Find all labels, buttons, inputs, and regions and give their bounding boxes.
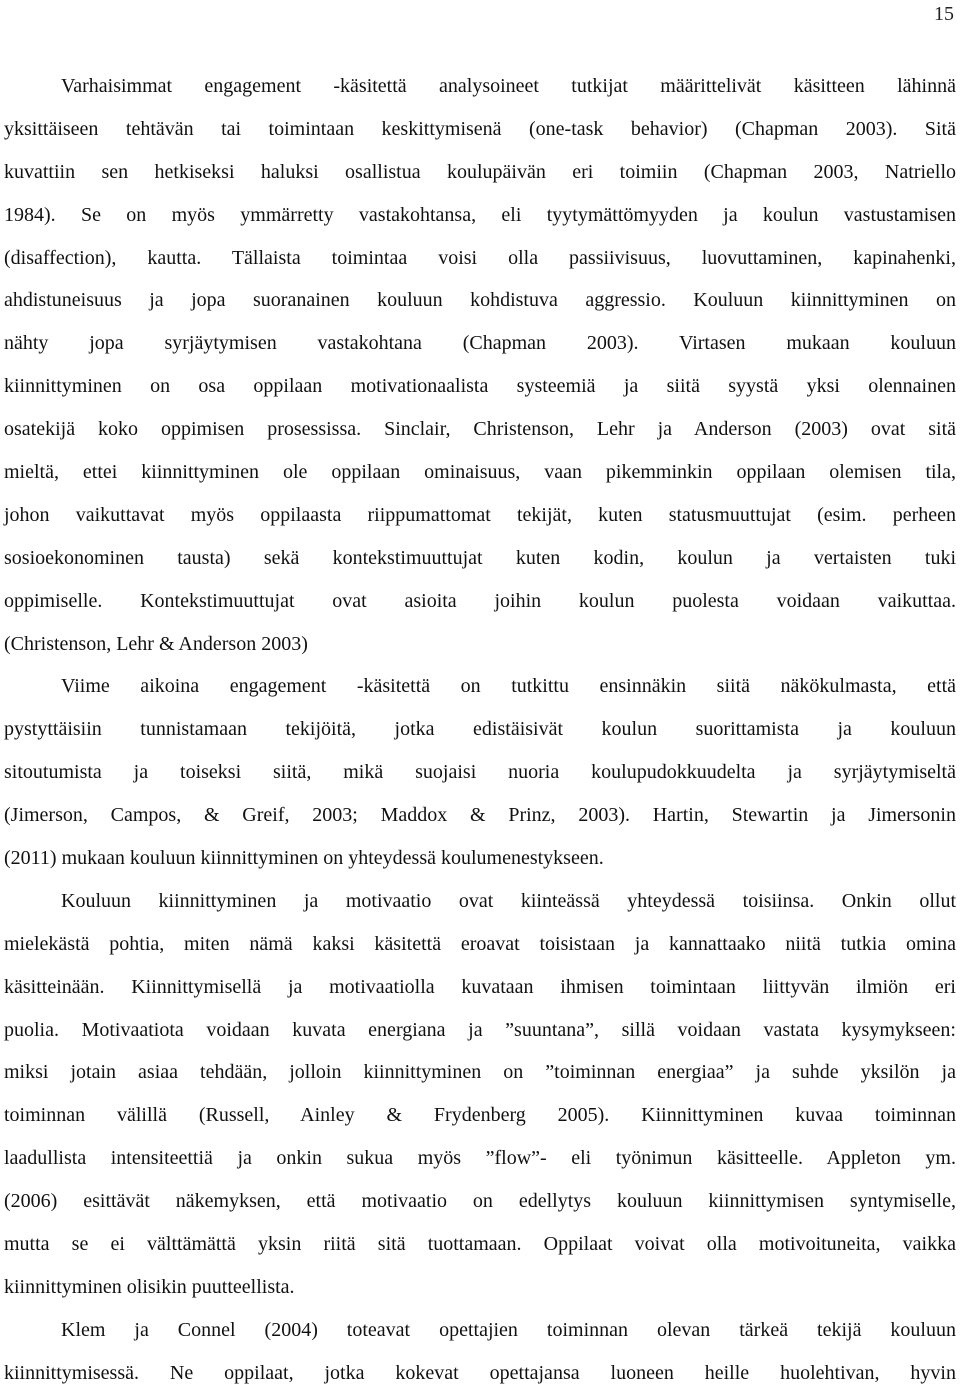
body-text xyxy=(4,65,956,1395)
paragraph-line: (disaffection), kautta. Tällaista toimintaa voisi olla passiivisuus, luovuttaminen, kapinahenki, xyxy=(4,246,956,269)
paragraph-line: ahdistuneisuus ja jopa suoranainen kouluun kohdistuva aggressio. Kouluun kiinnittyminen on xyxy=(4,289,956,312)
paragraph-line: toiminnan välillä (Russell, Ainley & Frydenberg 2005). Kiinnittyminen kuvaa toiminnan xyxy=(4,1104,956,1127)
paragraph-line: pystyttäisiin tunnistamaan tekijöitä, jotka edistäisivät koulun suorittamista ja kouluun xyxy=(4,718,956,741)
paragraph-line: Viime aikoina engagement -käsitettä on tutkittu ensinnäkin siitä näkökulmasta, että xyxy=(61,675,956,698)
paragraph-line: puolia. Motivaatiota voidaan kuvata energiana ja ”suuntana”, sillä voidaan vastata kysymykseen: xyxy=(4,1018,956,1041)
paragraph-line: Varhaisimmat engagement -käsitettä analysoineet tutkijat määrittelivät käsitteen lähinnä xyxy=(61,75,956,97)
paragraph-line: johon vaikuttavat myös oppilaasta riippumattomat tekijät, kuten statusmuuttujat (esim. perheen xyxy=(4,503,956,526)
paragraph-line: (Jimerson, Campos, & Greif, 2003; Maddox & Prinz, 2003). Hartin, Stewartin ja Jimersonin xyxy=(4,804,956,827)
paragraph-line: mutta se ei välttämättä yksin riitä sitä tuottamaan. Oppilaat voivat olla motivoituneita, vaikka xyxy=(4,1233,956,1256)
paragraph-line: sosioekonominen tausta) sekä kontekstimuuttujat kuten kodin, koulun ja vertaisten tuki xyxy=(4,546,956,569)
paragraph-line: kuvattiin sen hetkiseksi haluksi osallistua koulupäivän eri toimiin (Chapman 2003, Natriello xyxy=(4,160,956,183)
paragraph-line: sitoutumista ja toiseksi siitä, mikä suojaisi nuoria koulupudokkuudelta ja syrjäytymiseltä xyxy=(4,761,956,784)
paragraph-line: Kouluun kiinnittyminen ja motivaatio ovat kiinteässä yhteydessä toisiinsa. Onkin ollut xyxy=(61,889,956,912)
paragraph-line: yksittäiseen tehtävän tai toimintaan keskittymisenä (one-task behavior) (Chapman 2003). Sitä xyxy=(4,117,956,140)
paragraph-line: laadullista intensiteettiä ja onkin sukua myös ”flow”- eli työnimun käsitteelle. Appleton ym. xyxy=(4,1147,956,1170)
paragraph-line: mielekästä pohtia, miten nämä kaksi käsitettä eroavat toisistaan ja kannattaako niitä tutkia omina xyxy=(4,932,956,955)
paragraph-line: (2011) mukaan kouluun kiinnittyminen on yhteydessä koulumenestykseen. xyxy=(4,847,604,870)
paragraph-line: 1984). Se on myös ymmärretty vastakohtansa, eli tyytymättömyyden ja koulun vastustamisen xyxy=(4,203,956,226)
paragraph-line: mieltä, ettei kiinnittyminen ole oppilaan ominaisuus, vaan pikemminkin oppilaan olemisen tila, xyxy=(4,461,956,484)
paragraph-line: Klem ja Connel (2004) toteavat opettajien toiminnan olevan tärkeä tekijä kouluun xyxy=(61,1318,956,1341)
paragraph-line: miksi jotain asiaa tehdään, jolloin kiinnittyminen on ”toiminnan energiaa” ja suhde yksilön ja xyxy=(4,1061,956,1084)
page-number: 15 xyxy=(934,3,954,25)
paragraph-line: osatekijä koko oppimisen prosessissa. Sinclair, Christenson, Lehr ja Anderson (2003) ovat sitä xyxy=(4,418,956,441)
paragraph-line: (2006) esittävät näkemyksen, että motivaatio on edellytys kouluun kiinnittymisen syntymiselle, xyxy=(4,1190,956,1213)
paragraph-line: käsitteinään. Kiinnittymisellä ja motivaatiolla kuvataan ihmisen toimintaan liittyvän ilmiön eri xyxy=(4,975,956,998)
paragraph-line: oppimiselle. Kontekstimuuttujat ovat asioita joihin koulun puolesta voidaan vaikuttaa. xyxy=(4,589,956,612)
paragraph-line: kiinnittyminen olisikin puutteellista. xyxy=(4,1275,295,1298)
paragraph-line: nähty jopa syrjäytymisen vastakohtana (Chapman 2003). Virtasen mukaan kouluun xyxy=(4,332,956,355)
paragraph-line: kiinnittyminen on osa oppilaan motivationaalista systeemiä ja siitä syystä yksi olennainen xyxy=(4,375,956,398)
paragraph-line: kiinnittymisessä. Ne oppilaat, jotka kokevat opettajansa luoneen heille huolehtivan, hyvin xyxy=(4,1361,956,1384)
paragraph-line: (Christenson, Lehr & Anderson 2003) xyxy=(4,632,308,655)
